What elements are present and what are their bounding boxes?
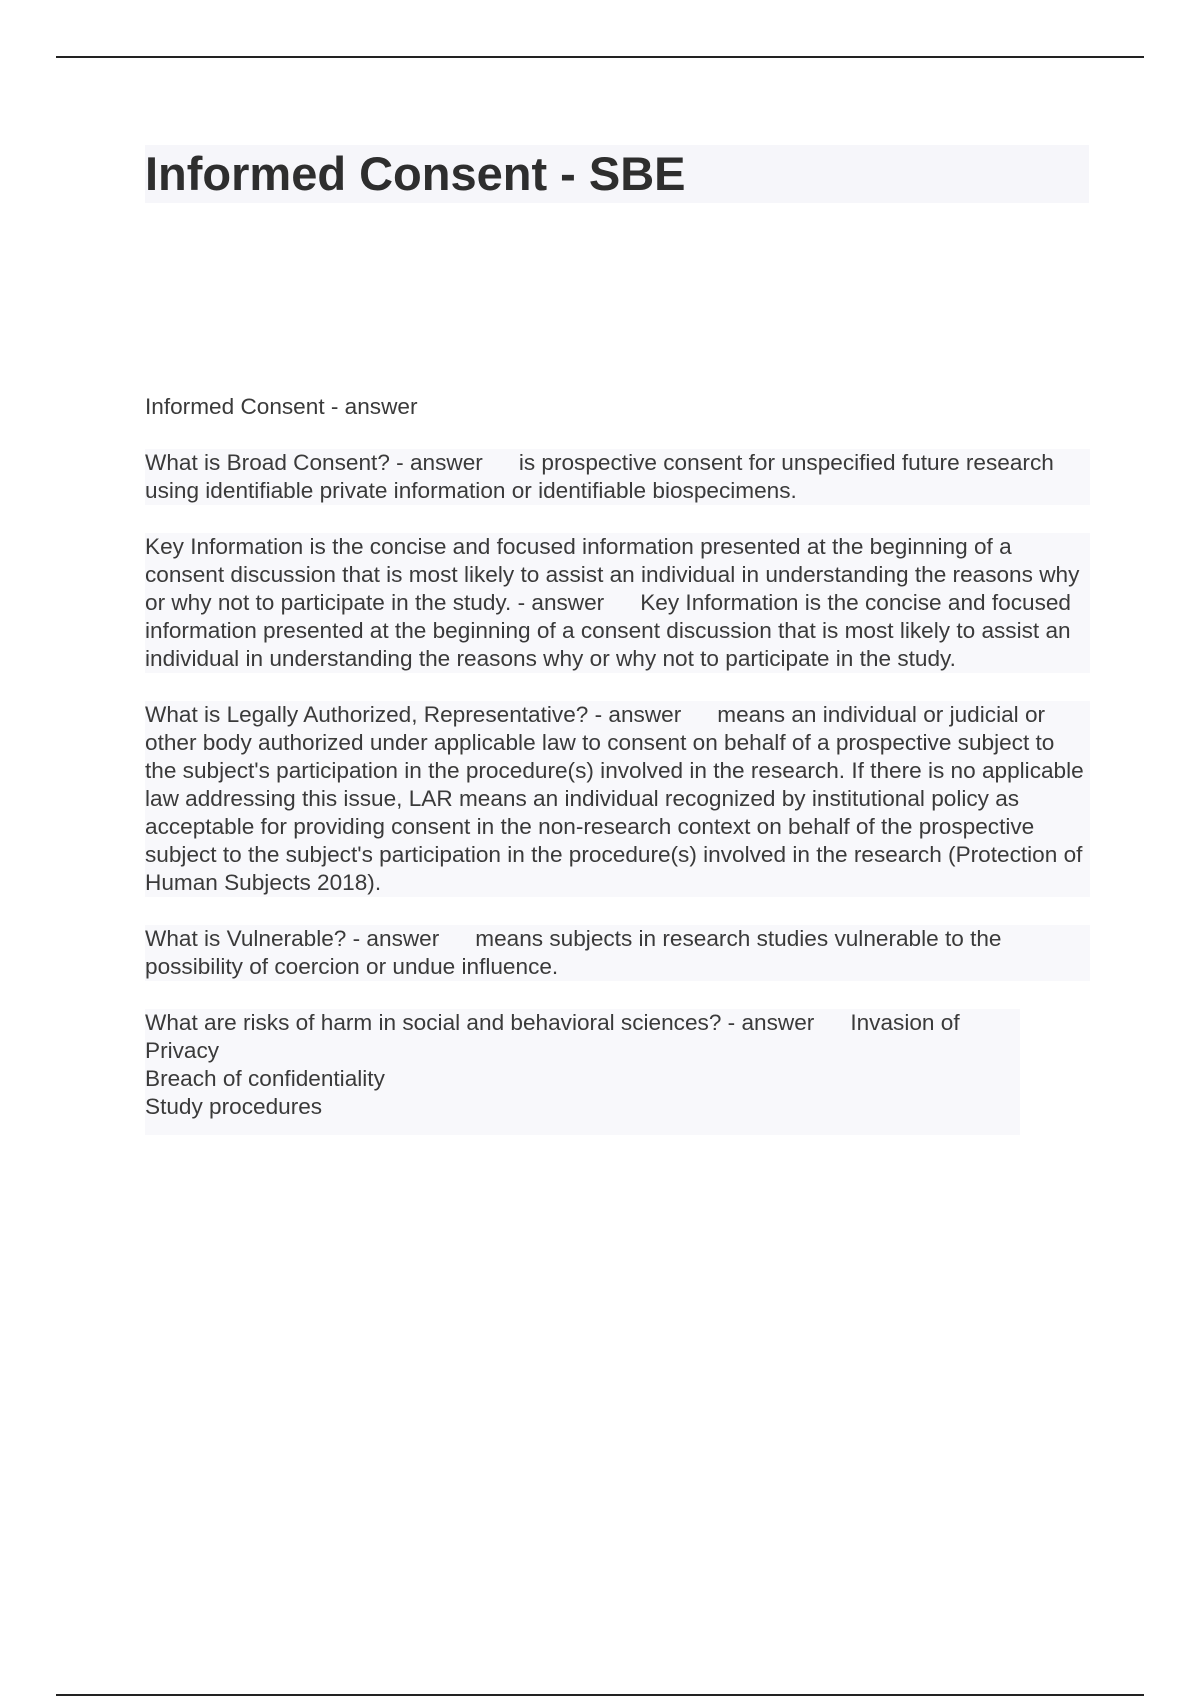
entry-answer-line: Breach of confidentiality: [145, 1066, 385, 1091]
entry-key-information: [145, 533, 1090, 673]
entry-question: What is Vulnerable? - answer: [145, 926, 440, 951]
entry-answer: means subjects in research studies vulnerable to the possibility of coercion or undue influence.: [145, 926, 1002, 979]
entry-heading: [145, 393, 1090, 421]
entry-broad-consent: [145, 449, 1090, 505]
entry-legally-authorized-representative: [145, 701, 1090, 897]
entry-question: What are risks of harm in social and behavioral sciences? - answer: [145, 1010, 815, 1035]
entry-risks-of-harm: [145, 1009, 1020, 1135]
entry-answer: means an individual or judicial or other body authorized under applicable law to consent on behalf of a prospective subject to the subject's participation in the procedure(s) involved in the research. If there is no applicable law addressing this issue, LAR means an individual recognized by institutional policy as acceptable for providing consent in the non-research context on behalf of the prospective subject to the subject's participation in the procedure(s) involved in the research (Protection of Human Subjects 2018).: [145, 702, 1084, 895]
entry-question: What is Legally Authorized, Representative? - answer: [145, 702, 682, 727]
document-title: Informed Consent - SBE: [145, 147, 686, 200]
document-body: [145, 393, 1090, 1163]
entry-answer: Key Information is the concise and focused information presented at the beginning of a consent discussion that is most likely to assist an individual in understanding the reasons why or why not to participate in the study.: [145, 590, 1072, 671]
entry-question: Informed Consent - answer: [145, 394, 418, 419]
bottom-rule: [56, 1694, 1144, 1696]
entry-question: What is Broad Consent? - answer: [145, 450, 483, 475]
entry-question: Key Information is the concise and focused information presented at the beginning of a consent discussion that is most likely to assist an individual in understanding the reasons why or why not to participate in the study. - answer: [145, 534, 1080, 615]
entry-answer-line: Study procedures: [145, 1094, 323, 1119]
entry-answer: is prospective consent for unspecified future research using identifiable private information or identifiable biospecimens.: [145, 450, 1054, 503]
top-rule: [56, 56, 1144, 58]
entry-answer: Invasion of Privacy: [145, 1010, 960, 1063]
entry-vulnerable: [145, 925, 1090, 981]
